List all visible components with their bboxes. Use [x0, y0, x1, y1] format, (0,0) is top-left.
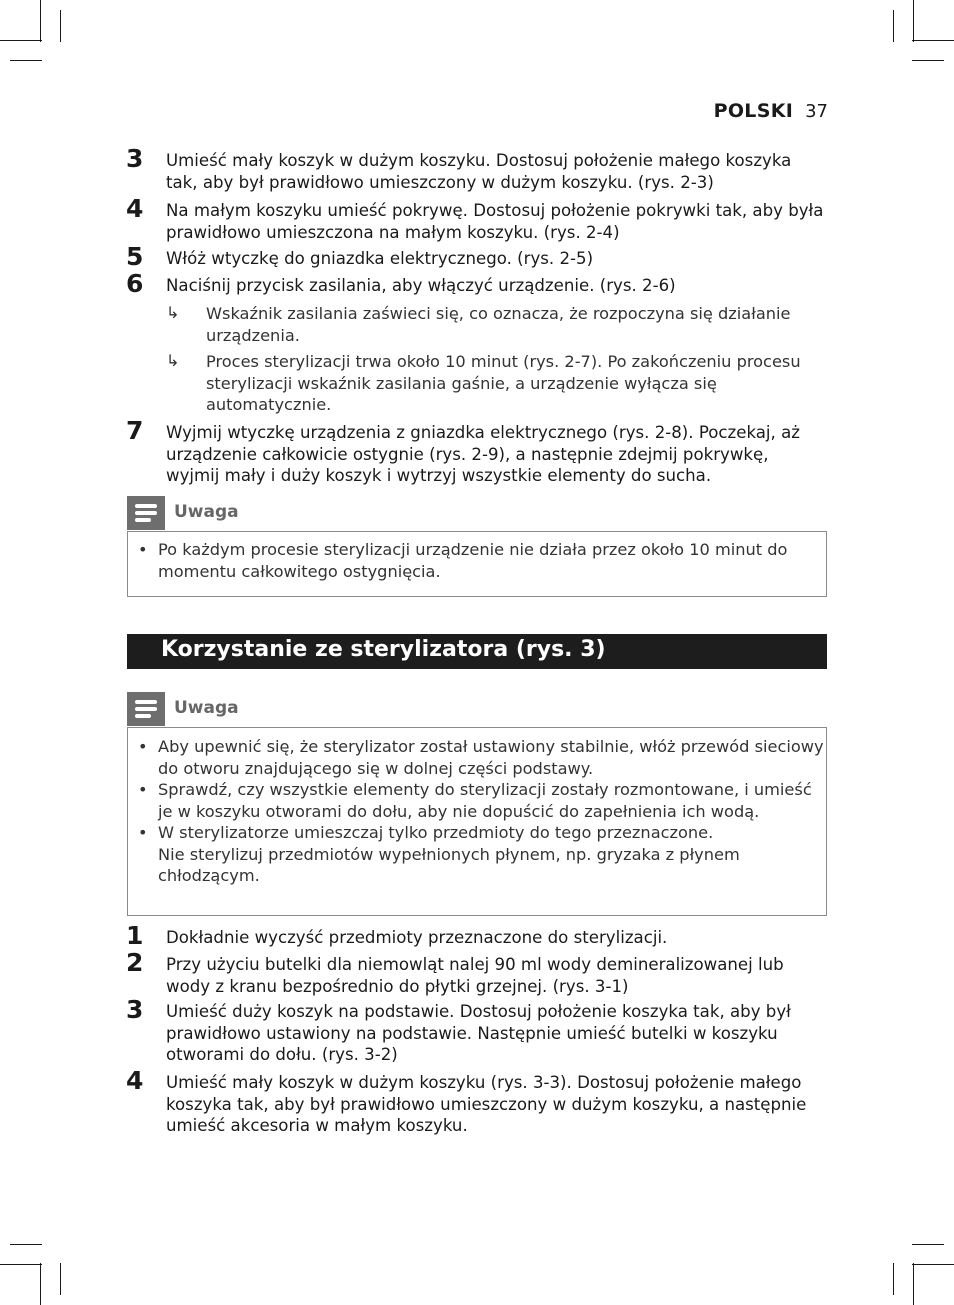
note-bullet	[128, 539, 826, 582]
step-item	[126, 416, 826, 487]
note-header	[127, 496, 827, 530]
note-bullet-text: Nie sterylizuj przedmiotów wypełnionych płynem, np. gryzaka z płynem chłodzącym.	[158, 844, 740, 885]
step-item	[126, 194, 826, 243]
note-bullet	[128, 822, 826, 887]
step-item	[126, 144, 826, 193]
note-header	[127, 692, 827, 726]
step-number: 7	[126, 416, 144, 445]
section-heading	[127, 634, 827, 669]
step-number: 4	[126, 1066, 144, 1095]
result-arrow-icon: ↳	[166, 303, 180, 322]
step-text: Umieść mały koszyk w dużym koszyku (rys. 3-3). Dostosuj położenie małego koszyka tak, aby był prawidłowo umieszczony w dużym koszyku, a następnie umieść akcesoria w małym koszyku.	[166, 1073, 807, 1135]
step-item	[126, 921, 826, 950]
note-box	[127, 531, 827, 597]
result-item	[166, 351, 826, 416]
step-item	[126, 242, 826, 271]
step-number: 3	[126, 995, 144, 1024]
page-number: 37	[805, 101, 828, 122]
note-bullet-text: Po każdym procesie sterylizacji urządzenie nie działa przez około 10 minut do momentu całkowitego ostygnięcia.	[158, 540, 788, 581]
note-bullet	[128, 736, 826, 779]
result-arrow-icon: ↳	[166, 351, 180, 370]
note-bullet-text: Aby upewnić się, że sterylizator został ustawiony stabilnie, włóż przewód sieciowy do otworu znajdującego się w dolnej części podstawy.	[158, 737, 824, 778]
note-bullet-text: Sprawdź, czy wszystkie elementy do sterylizacji zostały rozmontowane, i umieść je w koszyku otworami do dołu, aby nie dopuścić do zapełnienia ich wodą.	[158, 780, 812, 821]
bullet-icon: •	[138, 823, 148, 842]
step-text: Umieść mały koszyk w dużym koszyku. Dostosuj położenie małego koszyka tak, aby był prawidłowo umieszczony w dużym koszyku. (rys. 2-3)	[166, 151, 792, 192]
step-item	[126, 269, 826, 298]
step-number: 1	[126, 921, 144, 950]
note-box	[127, 727, 827, 916]
step-text: Umieść duży koszyk na podstawie. Dostosuj położenie koszyka tak, aby był prawidłowo ustawiony na podstawie. Następnie umieść butelki w koszyku otworami do dołu. (rys. 3-2)	[166, 1002, 791, 1064]
step-item	[126, 948, 826, 997]
step-text: Dokładnie wyczyść przedmioty przeznaczone do sterylizacji.	[166, 928, 668, 947]
step-text: Naciśnij przycisk zasilania, aby włączyć urządzenie. (rys. 2-6)	[166, 276, 676, 295]
note-label: Uwaga	[174, 698, 239, 718]
step-number: 6	[126, 269, 144, 298]
result-item	[166, 303, 826, 346]
step-number: 4	[126, 194, 144, 223]
bullet-icon: •	[138, 540, 148, 559]
bullet-icon: •	[138, 780, 148, 799]
section-title: Korzystanie ze sterylizatora (rys. 3)	[161, 637, 606, 662]
page-header	[714, 100, 828, 122]
note-bullet-text: W sterylizatorze umieszczaj tylko przedmioty do tego przeznaczone.	[158, 823, 714, 842]
note-icon	[127, 692, 165, 726]
step-item	[126, 1066, 826, 1137]
step-text: Włóż wtyczkę do gniazdka elektrycznego. (rys. 2-5)	[166, 249, 594, 268]
result-text: Proces sterylizacji trwa około 10 minut (rys. 2-7). Po zakończeniu procesu sterylizacji wskaźnik zasilania gaśnie, a urządzenie wyłącza się automatycznie.	[206, 352, 801, 414]
note-icon	[127, 496, 165, 530]
result-text: Wskaźnik zasilania zaświeci się, co oznacza, że rozpoczyna się działanie urządzenia.	[206, 304, 791, 345]
note-bullet	[128, 779, 826, 822]
note-label: Uwaga	[174, 502, 239, 522]
step-number: 2	[126, 948, 144, 977]
bullet-icon: •	[138, 737, 148, 756]
step-number: 5	[126, 242, 144, 271]
step-text: Na małym koszyku umieść pokrywę. Dostosuj położenie pokrywki tak, aby była prawidłowo umieszczona na małym koszyku. (rys. 2-4)	[166, 201, 824, 242]
step-text: Wyjmij wtyczkę urządzenia z gniazdka elektrycznego (rys. 2-8). Poczekaj, aż urządzenie całkowicie ostygnie (rys. 2-9), a następnie zdejmij pokrywkę, wyjmij mały i duży koszyk i wytrzyj wszystkie elementy do sucha.	[166, 423, 800, 485]
step-number: 3	[126, 144, 144, 173]
step-item	[126, 995, 826, 1066]
step-text: Przy użyciu butelki dla niemowląt nalej 90 ml wody demineralizowanej lub wody z kranu bezpośrednio do płytki grzejnej. (rys. 3-1)	[166, 955, 784, 996]
language-label: POLSKI	[713, 100, 794, 122]
